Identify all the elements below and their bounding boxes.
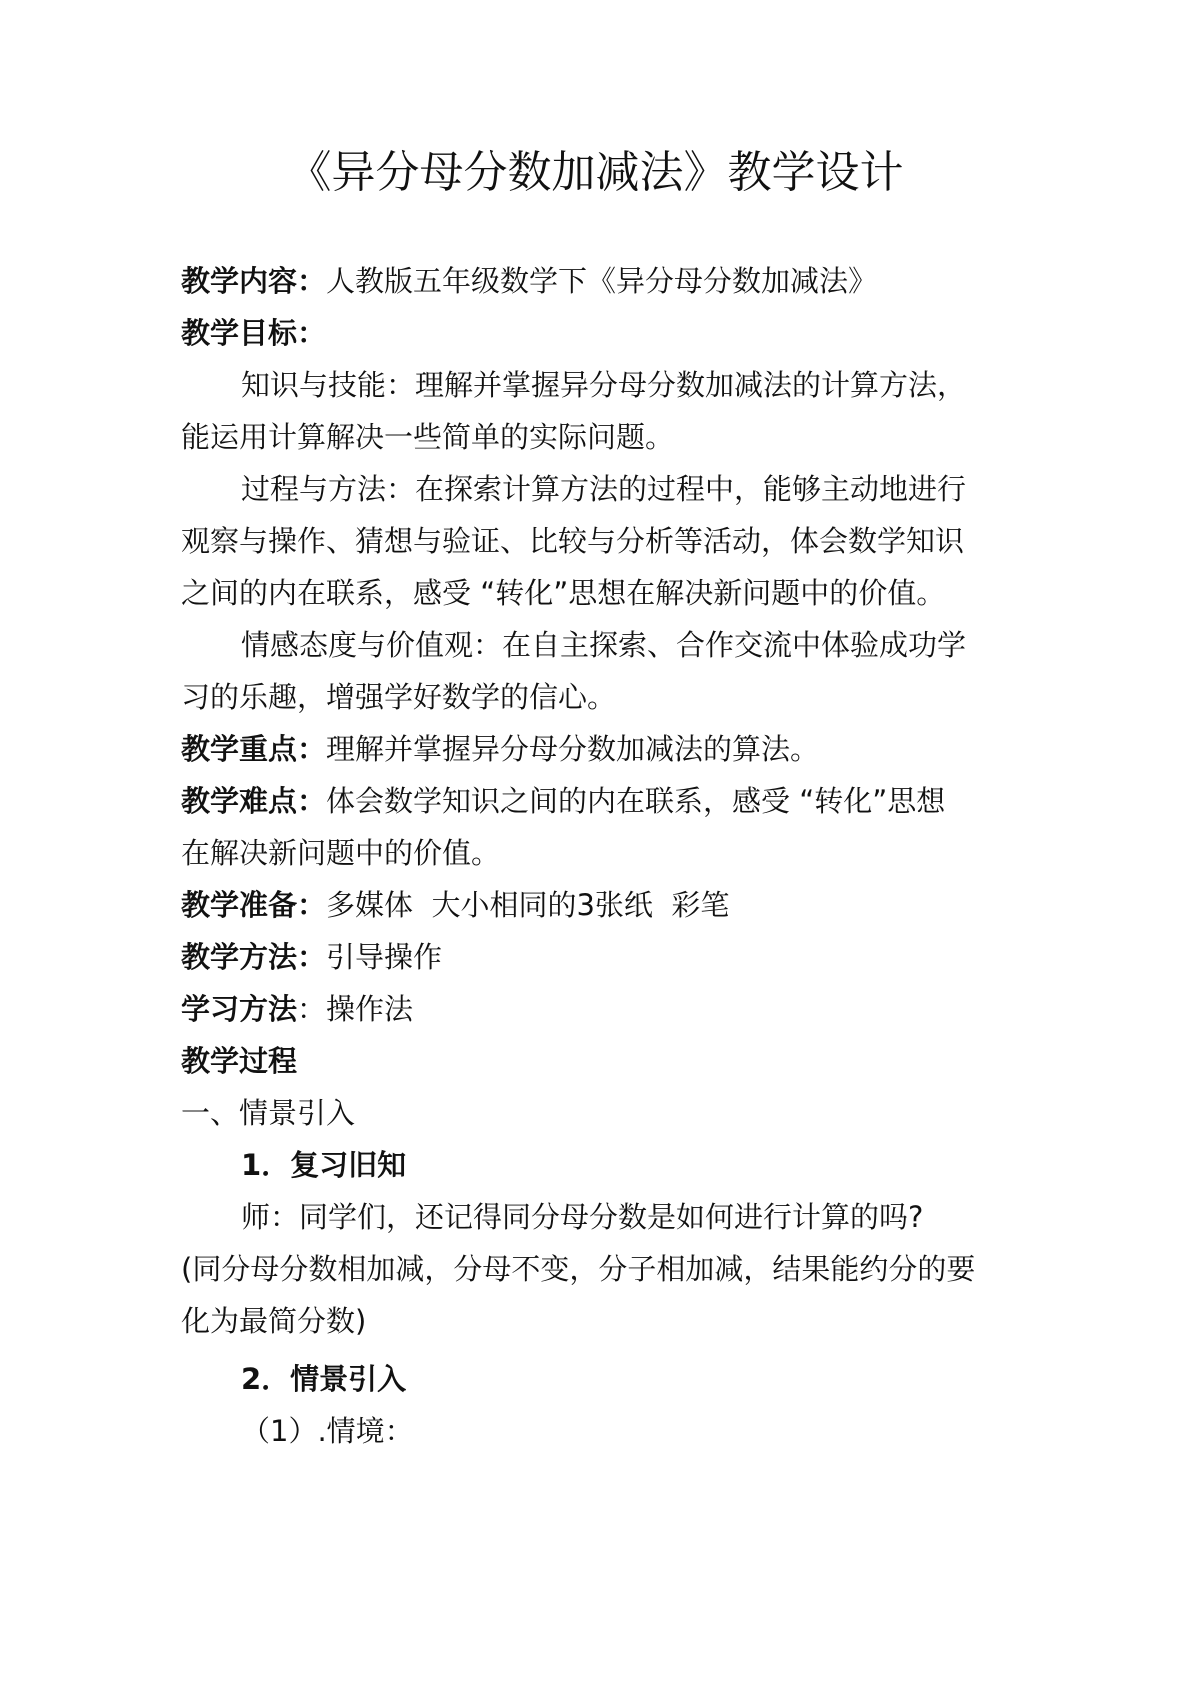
- review-line-2: (同分母分数相加减，分母不变，分子相加减，结果能约分的要: [181, 1252, 976, 1286]
- objective-attitude-line-1: 情感态度与价值观：在自主探索、合作交流中体验成功学: [241, 628, 967, 662]
- teaching-objectives-label: 教学目标：: [181, 316, 327, 350]
- subsection-scenario-heading: 2．情景引入: [241, 1362, 407, 1396]
- document-title: 《异分母分数加减法》教学设计: [287, 147, 904, 198]
- key-point-text: 理解并掌握异分母分数加减法的算法。: [326, 732, 820, 766]
- method-text: 引导操作: [326, 940, 443, 974]
- learning-method-label: 学习方法: [181, 992, 298, 1026]
- document-body: [181, 255, 1021, 1457]
- subsection-review-heading: 1．复习旧知: [241, 1148, 407, 1182]
- key-point-line: [181, 723, 1021, 775]
- objective-knowledge-line-1: 知识与技能：理解并掌握异分母分数加减法的计算方法，: [241, 368, 967, 402]
- teaching-objectives-line: [181, 307, 1021, 359]
- review-line-1: 师：同学们，还记得同分母分数是如何进行计算的吗?: [241, 1200, 924, 1234]
- preparation-line: [181, 879, 1021, 931]
- objective-process-line-1: 过程与方法：在探索计算方法的过程中，能够主动地进行: [241, 472, 967, 506]
- teaching-content-label: 教学内容：: [181, 264, 327, 298]
- objective-attitude-line-2: 习的乐趣，增强学好数学的信心。: [181, 680, 617, 714]
- preparation-text: 多媒体 大小相同的3张纸 彩笔: [326, 888, 730, 922]
- learning-method-line: [181, 983, 1021, 1035]
- objective-process-line-3: 之间的内在联系，感受 “转化”思想在解决新问题中的价值。: [181, 576, 946, 610]
- difficulty-text-1: 体会数学知识之间的内在联系，感受 “转化”思想: [326, 784, 946, 818]
- section-1-heading: 一、情景引入: [181, 1096, 356, 1130]
- teaching-process-heading: 教学过程: [181, 1044, 298, 1078]
- method-line: [181, 931, 1021, 983]
- method-label: 教学方法：: [181, 940, 327, 974]
- objective-knowledge-line-2: 能运用计算解决一些简单的实际问题。: [181, 420, 675, 454]
- difficulty-label: 教学难点：: [181, 784, 327, 818]
- objective-process-line-2: 观察与操作、猜想与验证、比较与分析等活动，体会数学知识: [181, 524, 965, 558]
- teaching-content-line: [181, 255, 1021, 307]
- difficulty-line-1: [181, 775, 1021, 827]
- scenario-item-1: （1）.情境：: [241, 1414, 414, 1448]
- teaching-content-text: 人教版五年级数学下《异分母分数加减法》: [326, 264, 878, 298]
- key-point-label: 教学重点：: [181, 732, 327, 766]
- review-line-3: 化为最简分数): [181, 1304, 367, 1338]
- difficulty-line-2: 在解决新问题中的价值。: [181, 836, 501, 870]
- preparation-label: 教学准备：: [181, 888, 327, 922]
- learning-method-text: ：操作法: [297, 992, 414, 1026]
